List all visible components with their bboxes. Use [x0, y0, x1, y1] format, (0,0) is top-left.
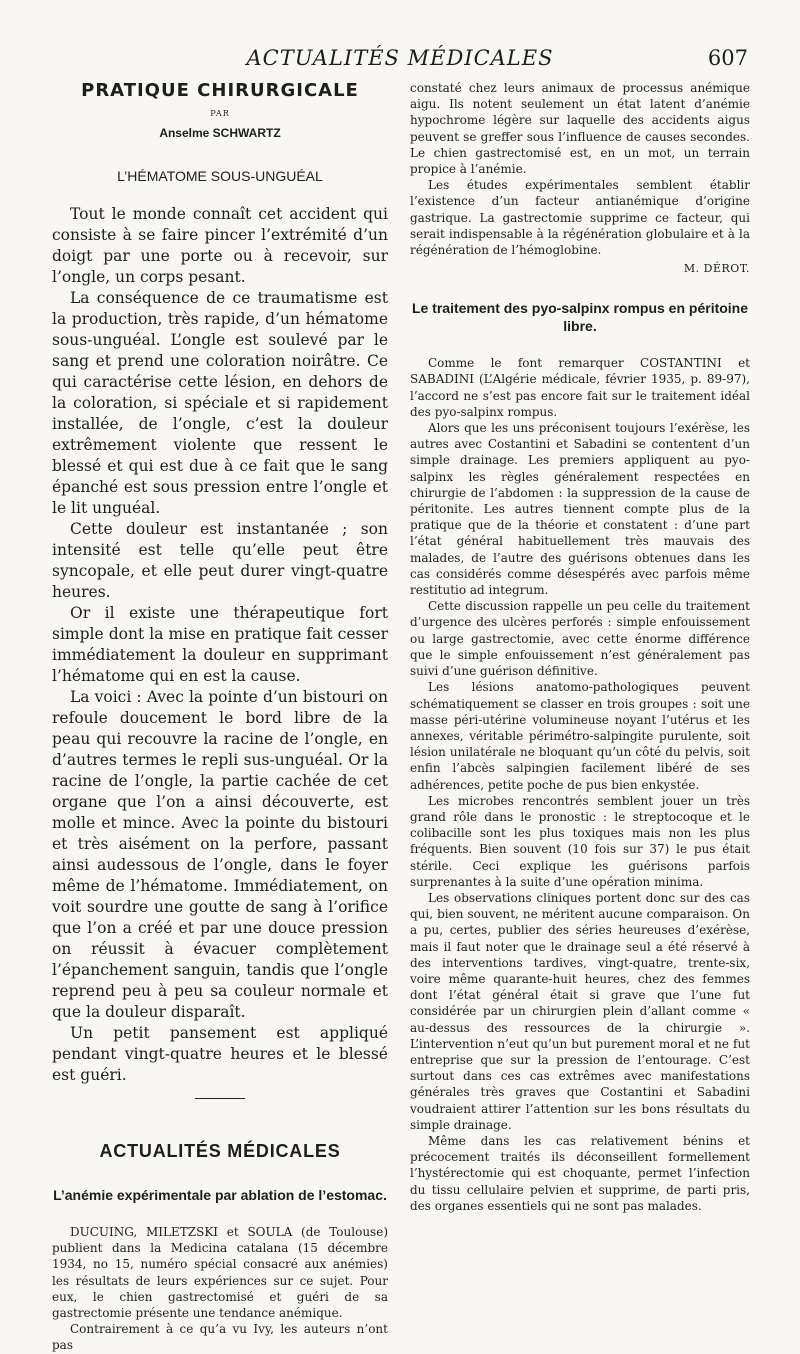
running-title: ACTUALITÉS MÉDICALES	[246, 46, 554, 70]
section-title: PRATIQUE CHIRURGICALE	[81, 80, 359, 101]
article3-title: Le traitement des pyo-salpinx rompus en péritoine libre.	[411, 300, 749, 335]
right-column	[410, 80, 750, 1214]
paragraph: Les observations cliniques portent donc sur des cas qui, bien souvent, ne méritent aucune comparaison. On a pu, certes, publier des séries heureuses d’exérèse, mais il faut noter que le drainage seul a été réservé à des interventions tardives, vingt-quatre, trente-six, voire même quarante-huit heures, chez des femmes dont l’état général était si grave que l’une fut considérée par un chirurgien plein d’allant comme « au-dessus des ressources de la chirurgie ». L’intervention n’eut qu’un but purement moral et ne fut entreprise que sur la pression de l’entourage. C’est surtout dans ces cas extrêmes avec manifestations générales très graves que Costantini et Sabadini voudraient attirer l’attention sur les bons résultats du simple drainage.	[410, 890, 750, 1132]
paragraph: La voici : Avec la pointe d’un bistouri on refoule doucement le bord libre de la peau qui recouvre la racine de l’ongle, en d’autres termes le repli sus-unguéal. Or la racine de l’ongle, la partie cachée de cet organe que l’on a ainsi découverte, est molle et mince. Avec la pointe du bistouri et très aisément on la perfore, passant ainsi audessous de l’ongle, dans le foyer même de l’hématome. Immédiatement, on voit sourdre une goutte de sang à l’orifice que l’on a créé et par une douce pression on réussit à évacuer complètement l’épanchement sanguin, tandis que l’ongle reprend peu à peu sa couleur normale et que la douleur disparaît.	[52, 688, 388, 1021]
section-banner: ACTUALITÉS MÉDICALES	[99, 1141, 341, 1161]
divider	[195, 1098, 245, 1099]
article-title: L’HÉMATOME SOUS-UNGUÉAL	[117, 168, 323, 184]
article2-body	[52, 1224, 388, 1354]
article2-continued	[410, 80, 750, 258]
article-body	[52, 204, 388, 1086]
running-header	[0, 42, 800, 72]
paragraph: Un petit pansement est appliqué pendant vingt-quatre heures et le blessé est guéri.	[52, 1024, 388, 1084]
article3-body	[410, 355, 750, 1214]
paragraph: La conséquence de ce traumatisme est la production, très rapide, d’un hématome sous-unguéal. L’ongle est soulevé par le sang et prend une coloration noirâtre. Ce qui caractérise cette lésion, en dehors de la coloration, si spéciale et si rapidement installée, de l’ongle, c’est la douleur extrêmement violente que ressent le blessé et qui est due à ce fait que le sang épanché est sous pression entre l’ongle et le lit unguéal.	[52, 289, 388, 517]
paragraph: Cette discussion rappelle un peu celle du traitement d’urgence des ulcères perforés : simple enfouissement ou large gastrectomie, avec cette énorme différence que le simple enfouissement n’est généralement pas suivi d’une guérison définitive.	[410, 599, 750, 679]
paragraph: Tout le monde connaît cet accident qui consiste à se faire pincer l’extrémité d’un doigt par une porte ou à recevoir, sur l’ongle, un corps pesant.	[52, 205, 388, 286]
paragraph: Les lésions anatomo-pathologiques peuvent schématiquement se classer en trois groupes : soit une masse péri-utérine volumineuse noyant l’utérus et les annexes, véritable périmétro-salpingite purulente, soit lésion unilatérale ne bloquant qu’un côté du pelvis, soit enfin l’abcès salpingien facilement libéré de ses adhérences, petite poche de pus bien enkystée.	[410, 680, 750, 792]
paragraph: Comme le font remarquer COSTANTINI et SABADINI (L’Algérie médicale, février 1935, p. 89-97), l’accord ne s’est pas encore fait sur le traitement idéal des pyo-salpinx rompus.	[410, 356, 750, 419]
paragraph: Les microbes rencontrés semblent jouer un très grand rôle dans le pronostic : le streptocoque et le colibacille sont les plus toxiques mais non les plus fréquents. Bien souvent (10 fois sur 37) le pus était stérile. Ceci explique les guérisons parfois surprenantes à la suite d’une opération minima.	[410, 793, 750, 889]
left-column	[52, 80, 388, 1354]
article2-title: L’anémie expérimentale par ablation de l’estomac.	[53, 1187, 387, 1203]
paragraph: Or il existe une thérapeutique fort simple dont la mise en pratique fait cesser immédiatement la douleur en supprimant l’hématome qui en est la cause.	[52, 604, 388, 685]
paragraph: Alors que les uns préconisent toujours l’exérèse, les autres avec Costantini et Sabadini se contentent d’un simple drainage. Les premiers appliquent au pyo-salpinx les règles généralement respectées en chirurgie de l’abdomen : la suppression de la cause de péritonite. Les autres tiennent compte plus de la pratique que de la théorie et constatent : d’une part l’état général habituellement très mauvais des malades, de l’autre des guérisons obtenues dans les cas considérés comme désespérés avec parfois même restitutio ad integrum.	[410, 421, 750, 598]
page-number: 607	[707, 46, 748, 70]
paragraph: constaté chez leurs animaux de processus anémique aigu. Ils notent seulement un état latent d’anémie hypochrome légère sur laquelle des accidents aigus peuvent se greffer sous l’influence de causes secondes. Le chien gastrectomisé est, en un mot, un terrain propice à l’anémie.	[410, 81, 750, 177]
paragraph: Cette douleur est instantanée ; son intensité est telle qu’elle peut être syncopale, et elle peut durer vingt-quatre heures.	[52, 520, 388, 601]
paragraph: Les études expérimentales semblent établir l’existence d’un facteur antianémique d’origine gastrique. La gastrectomie supprime ce facteur, qui serait indispensable à la régénération globulaire et à la régénération de l’hémoglobine.	[410, 178, 750, 258]
paragraph: Même dans les cas relativement bénins et précocement traités ils déconseillent formellement l’hystérectomie qui est choquante, permet l’infection du tissu cellulaire pelvien et supprime, de parti pris, des organes essentiels qui ne sont pas malades.	[410, 1133, 750, 1213]
paragraph: DUCUING, MILETZSKI et SOULA (de Toulouse) publient dans la Medicina catalana (15 décembre 1934, no 15, numéro spécial consacré aux anémies) les résultats de leurs expériences sur ce sujet. Pour eux, le chien gastrectomisé et guéri de sa gastrectomie présente une tendance anémique.	[52, 1225, 388, 1321]
paragraph: Contrairement à ce qu’a vu Ivy, les auteurs n’ont pas	[52, 1322, 388, 1353]
byline-par: PAR	[210, 109, 230, 118]
author: Anselme SCHWARTZ	[159, 126, 281, 140]
article2-author: M. DÉROT.	[683, 262, 750, 276]
